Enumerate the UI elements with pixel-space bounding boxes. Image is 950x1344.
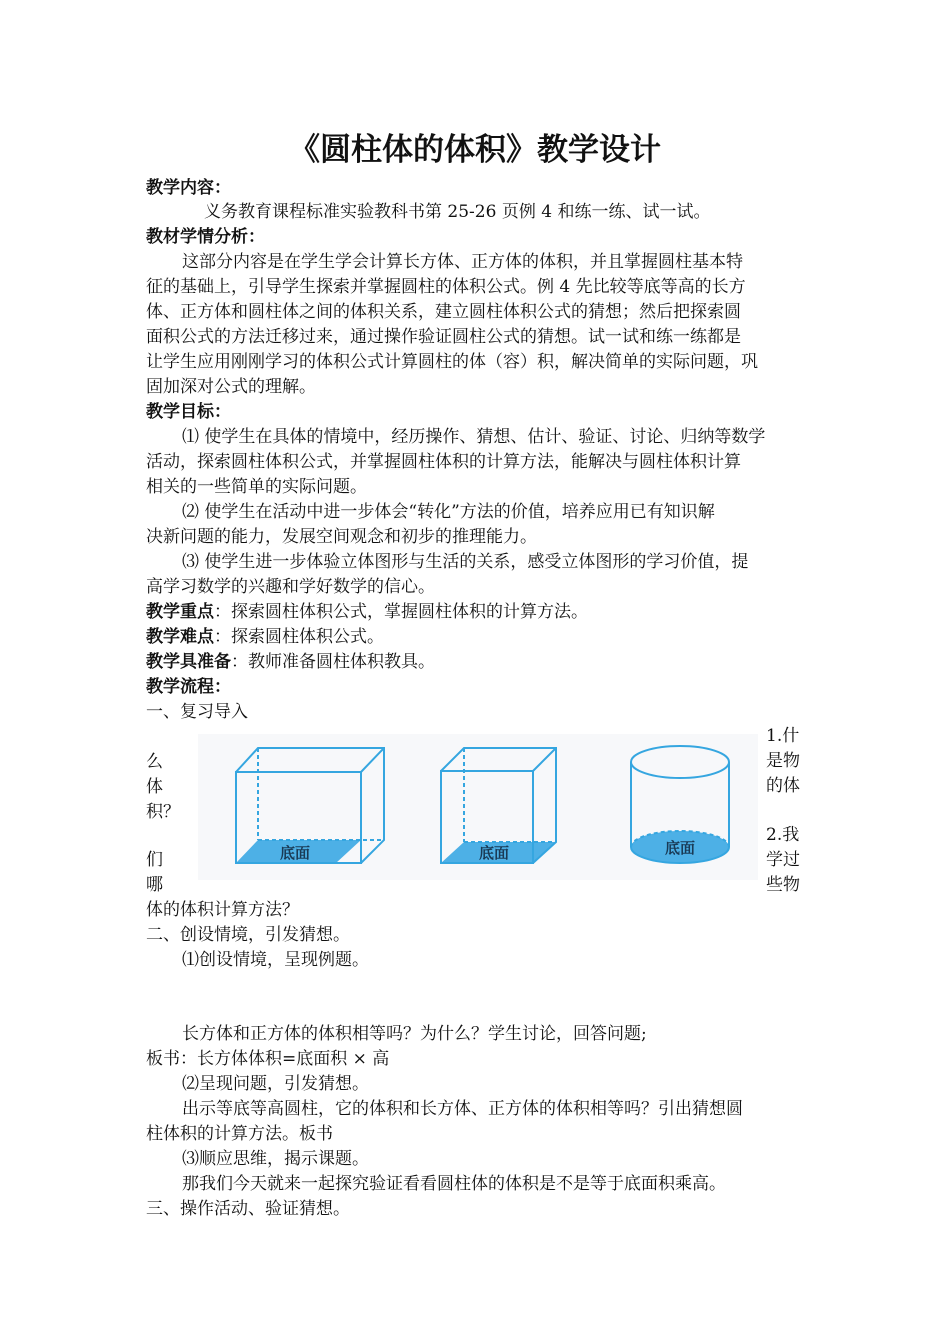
side-text-left: 哪 xyxy=(146,875,163,895)
paragraph: 柱体积的计算方法。板书 xyxy=(146,1124,333,1144)
base-label: 底面 xyxy=(279,844,311,862)
tools-label: 教学具准备 xyxy=(146,652,231,672)
cuboid-illustration xyxy=(236,748,384,863)
base-label: 底面 xyxy=(664,839,696,857)
goal-line: ⑶ 使学生进一步体验立体图形与生活的关系，感受立体图形的学习价值，提 xyxy=(182,552,749,572)
side-text-right: 学过 xyxy=(766,850,800,870)
difficulty-points xyxy=(146,625,384,649)
key-label: 教学重点 xyxy=(146,602,214,622)
goal-line: 相关的一些简单的实际问题。 xyxy=(146,477,367,497)
paragraph: 长方体和正方体的体积相等吗？为什么？学生讨论，回答问题; xyxy=(182,1024,647,1044)
key-points xyxy=(146,600,588,624)
analysis-line: 让学生应用刚刚学习的体积公式计算圆柱的体（容）积，解决简单的实际问题，巩 xyxy=(146,352,758,372)
step-heading: ⑵呈现问题，引发猜想。 xyxy=(182,1074,369,1094)
flow-heading: 教学流程： xyxy=(146,677,231,697)
side-text-left: 体 xyxy=(146,777,163,797)
side-text-right: 1.什 xyxy=(766,726,800,746)
side-text-right: 是物 xyxy=(766,751,800,771)
difficulty-label: 教学难点 xyxy=(146,627,214,647)
section-1-heading: 一、复习导入 xyxy=(146,702,248,722)
goal-line: 高学习数学的兴趣和学好数学的信心。 xyxy=(146,577,435,597)
solids-figure xyxy=(198,734,758,880)
goal-line: ⑴ 使学生在具体的情境中，经历操作、猜想、估计、验证、讨论、归纳等数学 xyxy=(182,427,766,447)
analysis-line: 体、正方体和圆柱体之间的体积关系，建立圆柱体积公式的猜想；然后把探索圆 xyxy=(146,302,741,322)
base-label: 底面 xyxy=(478,844,510,862)
teaching-tools xyxy=(146,650,435,674)
board-note: 板书：长方体体积=底面积 × 高 xyxy=(146,1049,390,1069)
step-heading: ⑶顺应思维，揭示课题。 xyxy=(182,1149,369,1169)
goal-line: ⑵ 使学生在活动中进一步体会“转化”方法的价值，培养应用已有知识解 xyxy=(182,502,715,522)
goals-heading: 教学目标： xyxy=(146,402,231,422)
analysis-line: 固加深对公式的理解。 xyxy=(146,377,316,397)
figure-question: 体的体积计算方法？ xyxy=(146,900,299,920)
step-heading: ⑴创设情境，呈现例题。 xyxy=(182,950,369,970)
paragraph: 那我们今天就来一起探究验证看看圆柱体的体积是不是等于底面积乘高。 xyxy=(182,1174,726,1194)
section-3-heading: 三、操作活动、验证猜想。 xyxy=(146,1199,350,1219)
difficulty-text: ：探索圆柱体积公式。 xyxy=(214,627,384,647)
goal-line: 活动，探索圆柱体积公式，并掌握圆柱体积的计算方法，能解决与圆柱体积计算 xyxy=(146,452,741,472)
tools-text: ：教师准备圆柱体积教具。 xyxy=(231,652,435,672)
content-text: 义务教育课程标准实验教科书第 25-26 页例 4 和练一练、试一试。 xyxy=(204,202,711,222)
cube-illustration xyxy=(441,748,556,863)
section-2-heading: 二、创设情境，引发猜想。 xyxy=(146,925,350,945)
side-text-left: 们 xyxy=(146,850,163,870)
side-text-right: 的体 xyxy=(766,776,800,796)
side-text-right: 2.我 xyxy=(766,825,800,845)
goal-line: 决新问题的能力，发展空间观念和初步的推理能力。 xyxy=(146,527,537,547)
side-text-right: 些物 xyxy=(766,875,800,895)
cylinder-illustration xyxy=(631,746,729,863)
analysis-line: 这部分内容是在学生学会计算长方体、正方体的体积，并且掌握圆柱基本特 xyxy=(182,252,743,272)
analysis-line: 征的基础上，引导学生探索并掌握圆柱的体积公式。例 4 先比较等底等高的长方 xyxy=(146,277,746,297)
paragraph: 出示等底等高圆柱，它的体积和长方体、正方体的体积相等吗？引出猜想圆 xyxy=(182,1099,743,1119)
key-text: ：探索圆柱体积公式，掌握圆柱体积的计算方法。 xyxy=(214,602,588,622)
side-text-left: 积？ xyxy=(146,802,180,822)
side-text-left: 么 xyxy=(146,752,163,772)
analysis-heading: 教材学情分析： xyxy=(146,227,265,247)
content-heading: 教学内容： xyxy=(146,178,231,198)
page-title: 《圆柱体的体积》教学设计 xyxy=(289,132,661,168)
analysis-line: 面积公式的方法迁移过来，通过操作验证圆柱公式的猜想。试一试和练一练都是 xyxy=(146,327,741,347)
